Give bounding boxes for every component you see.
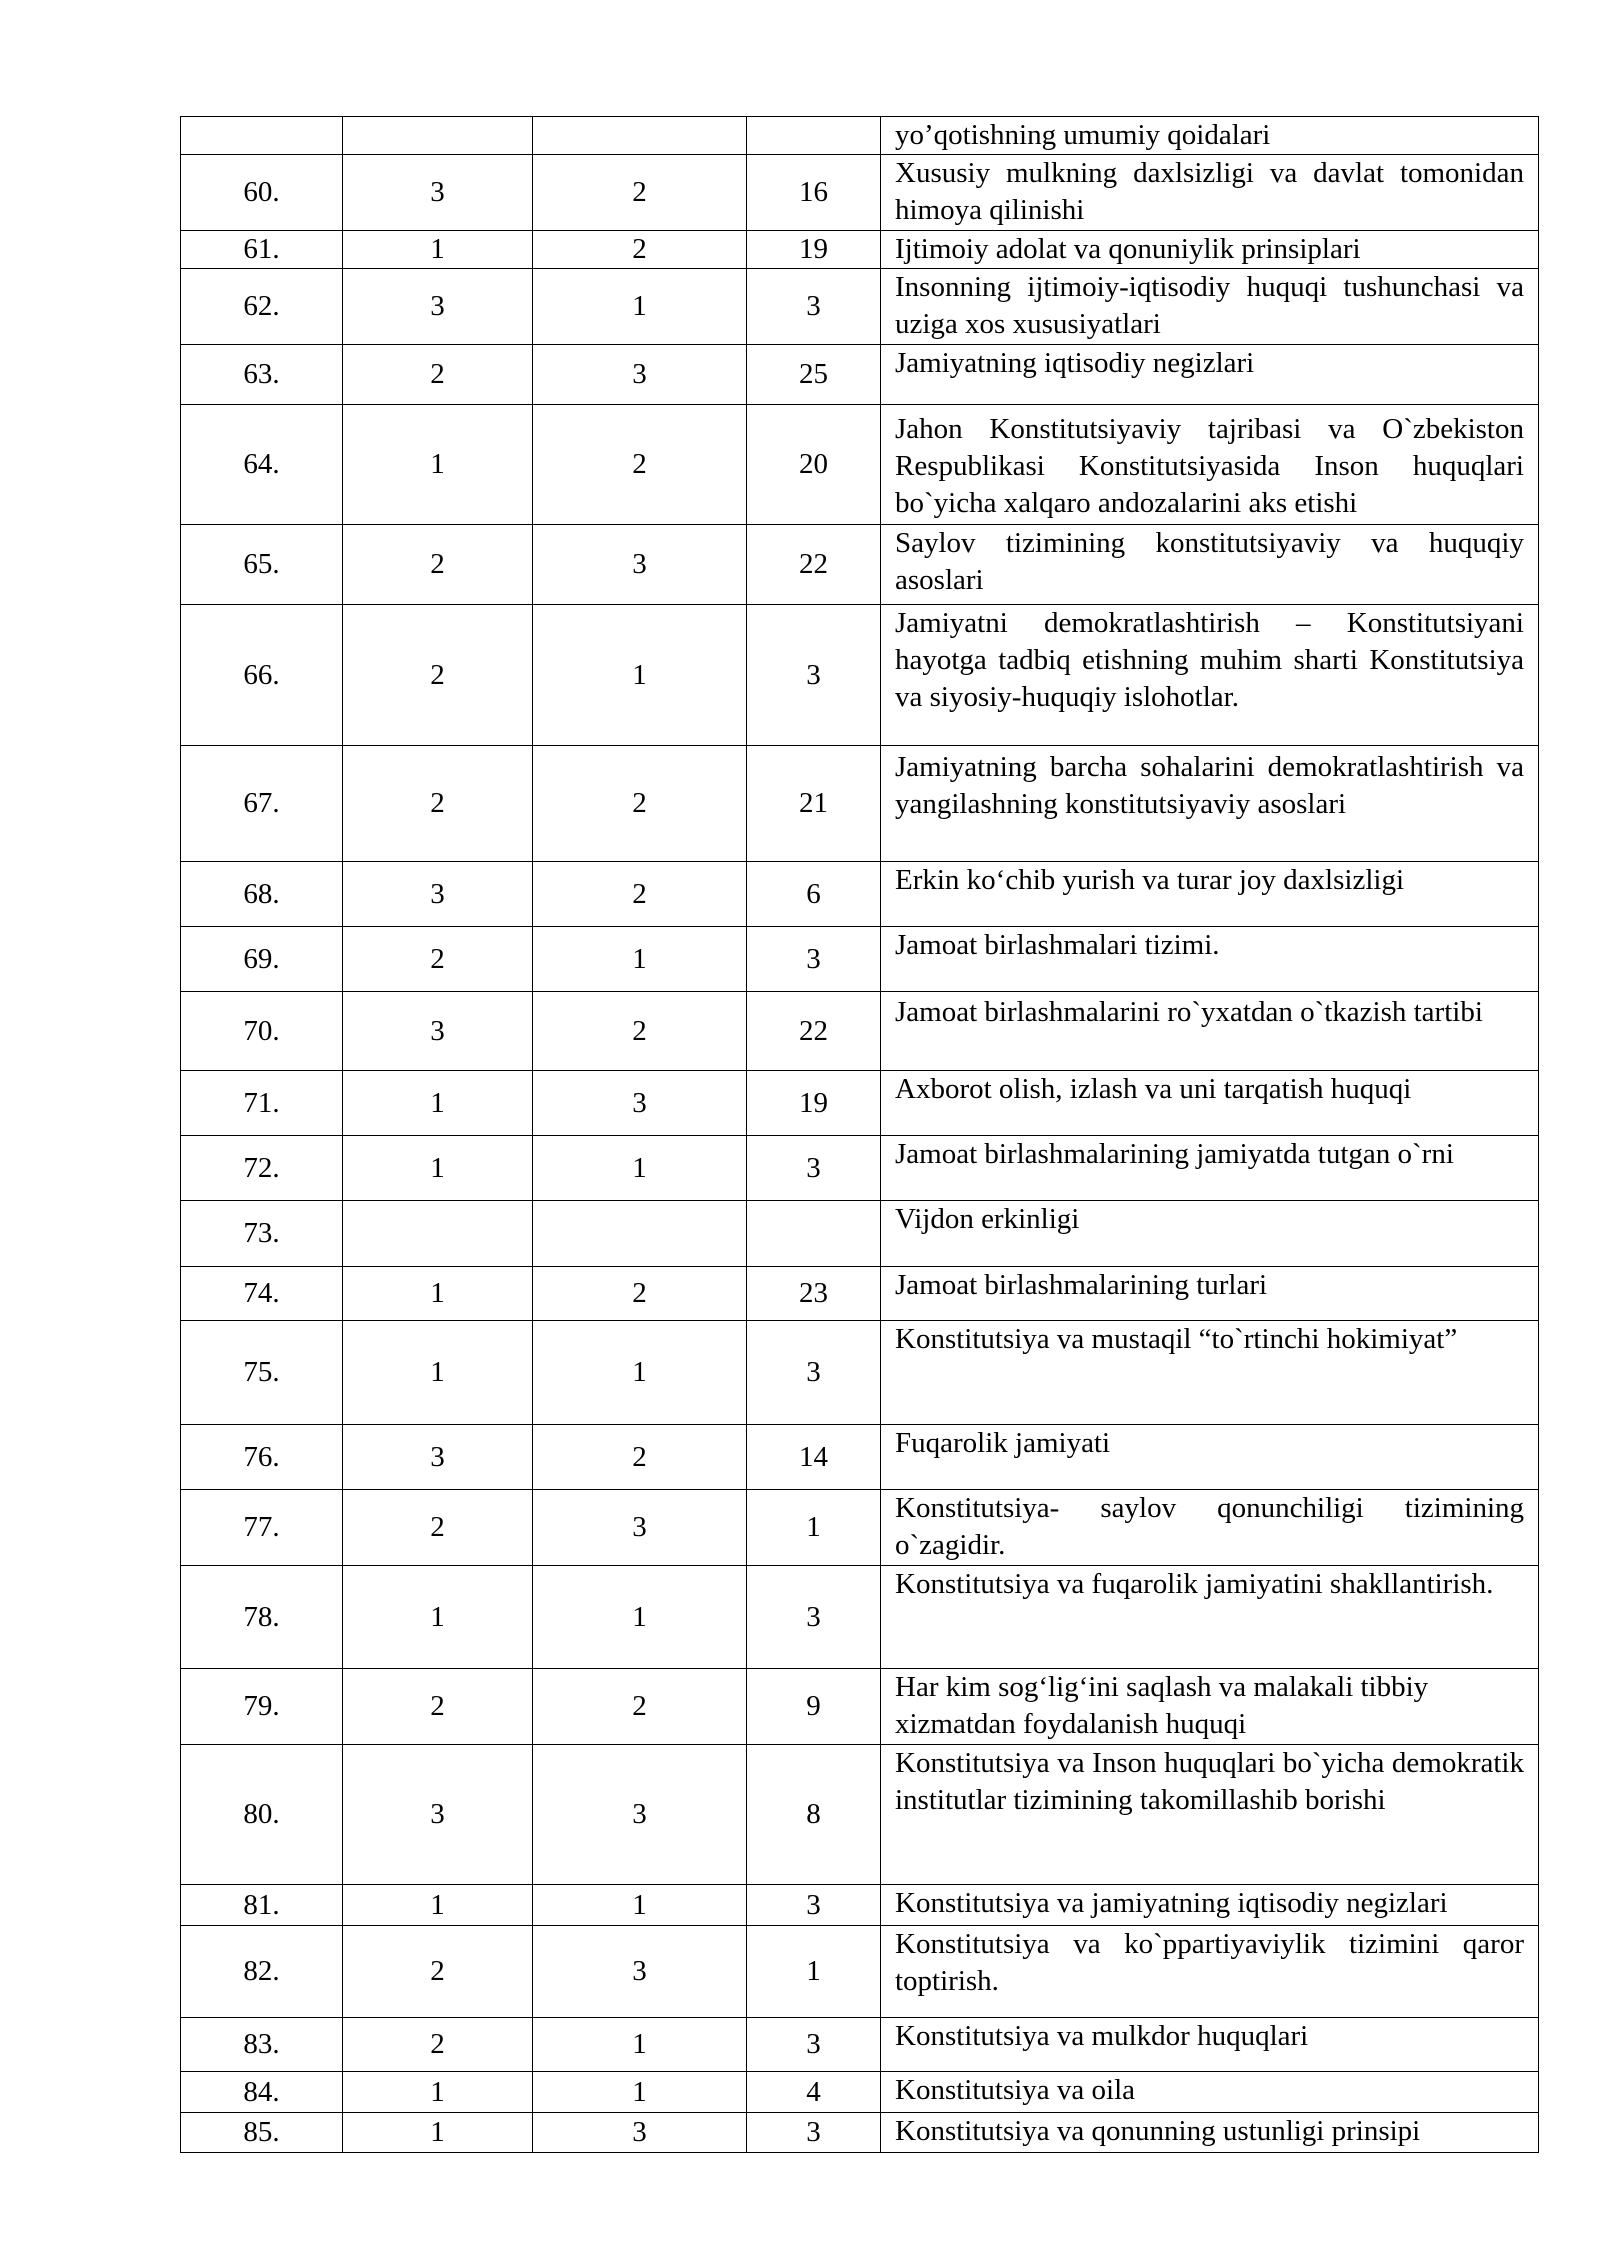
table-row: [181, 746, 1539, 862]
value-col-3: 22: [747, 992, 881, 1071]
topic-text: Konstitutsiya va oila: [895, 2074, 1136, 2106]
topic-cell: [881, 1267, 1539, 1321]
value-col-3: 1: [747, 1490, 881, 1566]
row-number: 62.: [181, 269, 343, 345]
value-col-2: 2: [533, 862, 747, 927]
value-col-3: 3: [747, 1321, 881, 1425]
topic-text: Axborot olish, izlash va uni tarqatish huquqi: [895, 1073, 1412, 1105]
topic-cell: [881, 862, 1539, 927]
value-col-3: [747, 117, 881, 155]
row-number: 67.: [181, 746, 343, 862]
topic-text: Xususiy mulkning daxlsizligi va davlat tomonidan himoya qilinishi: [895, 157, 1524, 226]
table-row: [181, 2018, 1539, 2072]
value-col-3: 9: [747, 1669, 881, 1745]
row-number: 80.: [181, 1745, 343, 1885]
topic-text: Konstitutsiya va qonunning ustunligi prinsipi: [895, 2115, 1421, 2147]
topic-cell: [881, 1201, 1539, 1267]
value-col-2: 1: [533, 2072, 747, 2113]
table-row: [181, 992, 1539, 1071]
topic-text: Konstitutsiya va ko`ppartiyaviylik tizimini qaror toptirish.: [895, 1928, 1524, 1997]
topic-cell: [881, 2072, 1539, 2113]
topic-cell: [881, 269, 1539, 345]
value-col-2: 3: [533, 345, 747, 405]
table-row: [181, 862, 1539, 927]
value-col-3: 3: [747, 1136, 881, 1201]
topic-cell: [881, 1885, 1539, 1926]
topic-cell: [881, 605, 1539, 746]
value-col-2: 3: [533, 1745, 747, 1885]
table-row: [181, 1201, 1539, 1267]
value-col-3: 16: [747, 155, 881, 231]
value-col-2: [533, 117, 747, 155]
row-number: 72.: [181, 1136, 343, 1201]
value-col-2: 3: [533, 1071, 747, 1136]
value-col-3: 19: [747, 1071, 881, 1136]
value-col-3: 20: [747, 405, 881, 525]
topic-cell: [881, 1745, 1539, 1885]
topic-cell: [881, 1425, 1539, 1490]
table-body: [181, 117, 1539, 2153]
topic-text: Konstitutsiya va fuqarolik jamiyatini shakllantirish.: [895, 1568, 1494, 1600]
table-row: [181, 1566, 1539, 1669]
value-col-1: 3: [343, 1745, 533, 1885]
value-col-1: 2: [343, 927, 533, 992]
value-col-3: 25: [747, 345, 881, 405]
topic-cell: [881, 992, 1539, 1071]
topic-cell: [881, 2113, 1539, 2153]
value-col-2: 2: [533, 992, 747, 1071]
table-row: [181, 2113, 1539, 2153]
topic-text: Jamiyatning iqtisodiy negizlari: [895, 347, 1255, 379]
value-col-3: 1: [747, 1926, 881, 2018]
value-col-3: 3: [747, 269, 881, 345]
row-number: 64.: [181, 405, 343, 525]
topic-text: Konstitutsiya va mustaqil “to`rtinchi hokimiyat”: [895, 1323, 1458, 1355]
value-col-2: 2: [533, 1267, 747, 1321]
value-col-3: 14: [747, 1425, 881, 1490]
row-number: 66.: [181, 605, 343, 746]
row-number: 83.: [181, 2018, 343, 2072]
value-col-3: 6: [747, 862, 881, 927]
value-col-1: 1: [343, 405, 533, 525]
value-col-3: 23: [747, 1267, 881, 1321]
topic-text: Vijdon erkinligi: [895, 1203, 1080, 1235]
table-row: [181, 1745, 1539, 1885]
row-number: 84.: [181, 2072, 343, 2113]
table-row: [181, 155, 1539, 231]
row-number: 82.: [181, 1926, 343, 2018]
topic-cell: [881, 927, 1539, 992]
value-col-1: 2: [343, 746, 533, 862]
row-number: 63.: [181, 345, 343, 405]
table-row: [181, 1321, 1539, 1425]
value-col-2: 3: [533, 2113, 747, 2153]
topic-text: Jahon Konstitutsiyaviy tajribasi va O`zbekiston Respublikasi Konstitutsiyasida Inson huquqlari bo`yicha xalqaro andozalarini aks etishi: [895, 413, 1524, 519]
value-col-2: 2: [533, 1425, 747, 1490]
row-number: 76.: [181, 1425, 343, 1490]
value-col-2: 2: [533, 405, 747, 525]
row-number: 68.: [181, 862, 343, 927]
topic-cell: [881, 525, 1539, 605]
topics-table: [180, 116, 1539, 2153]
value-col-3: 3: [747, 1885, 881, 1926]
topic-cell: [881, 231, 1539, 269]
table-row: [181, 1071, 1539, 1136]
value-col-1: 1: [343, 1566, 533, 1669]
value-col-2: 1: [533, 1321, 747, 1425]
table-row: [181, 117, 1539, 155]
table-row: [181, 1669, 1539, 1745]
row-number: 60.: [181, 155, 343, 231]
topic-text: yo’qotishning umumiy qoidalari: [895, 119, 1271, 151]
value-col-3: 3: [747, 1566, 881, 1669]
topic-cell: [881, 1136, 1539, 1201]
value-col-2: 1: [533, 1566, 747, 1669]
value-col-3: 3: [747, 2018, 881, 2072]
value-col-2: 1: [533, 1885, 747, 1926]
value-col-1: 1: [343, 1136, 533, 1201]
value-col-3: 4: [747, 2072, 881, 2113]
value-col-1: 1: [343, 1267, 533, 1321]
row-number: 78.: [181, 1566, 343, 1669]
table-row: [181, 345, 1539, 405]
value-col-1: 2: [343, 345, 533, 405]
value-col-2: 2: [533, 155, 747, 231]
topic-text: Jamiyatning barcha sohalarini demokratlashtirish va yangilashning konstitutsiyaviy asoslari: [895, 751, 1524, 820]
value-col-2: 2: [533, 231, 747, 269]
topic-text: Jamoat birlashmalari tizimi.: [895, 929, 1220, 961]
topic-text: Erkin ko‘chib yurish va turar joy daxlsizligi: [895, 864, 1405, 896]
table-row: [181, 1136, 1539, 1201]
value-col-1: 2: [343, 2018, 533, 2072]
table-row: [181, 1490, 1539, 1566]
topic-text: Ijtimoiy adolat va qonuniylik prinsiplari: [895, 233, 1361, 265]
value-col-1: 3: [343, 862, 533, 927]
row-number: 69.: [181, 927, 343, 992]
table-row: [181, 1885, 1539, 1926]
table-row: [181, 2072, 1539, 2113]
value-col-3: 22: [747, 525, 881, 605]
value-col-3: [747, 1201, 881, 1267]
topic-cell: [881, 1926, 1539, 2018]
topic-text: Konstitutsiya- saylov qonunchiligi tizimining o`zagidir.: [895, 1492, 1524, 1561]
value-col-1: 1: [343, 1321, 533, 1425]
value-col-3: 3: [747, 2113, 881, 2153]
topic-cell: [881, 155, 1539, 231]
value-col-1: 1: [343, 2113, 533, 2153]
row-number: 74.: [181, 1267, 343, 1321]
value-col-3: 8: [747, 1745, 881, 1885]
table-row: [181, 1267, 1539, 1321]
row-number: 73.: [181, 1201, 343, 1267]
value-col-2: 2: [533, 1669, 747, 1745]
row-number: 61.: [181, 231, 343, 269]
row-number: 77.: [181, 1490, 343, 1566]
row-number: 65.: [181, 525, 343, 605]
value-col-1: 1: [343, 1071, 533, 1136]
row-number: 85.: [181, 2113, 343, 2153]
value-col-3: 21: [747, 746, 881, 862]
value-col-2: 1: [533, 605, 747, 746]
topic-cell: [881, 405, 1539, 525]
row-number: 71.: [181, 1071, 343, 1136]
topic-cell: [881, 1071, 1539, 1136]
topic-cell: [881, 1321, 1539, 1425]
value-col-2: 3: [533, 1490, 747, 1566]
topic-cell: [881, 345, 1539, 405]
topic-cell: [881, 117, 1539, 155]
table-row: [181, 231, 1539, 269]
topic-text: Konstitutsiya va Inson huquqlari bo`yicha demokratik institutlar tizimining takomillashib borishi: [895, 1747, 1524, 1816]
table-row: [181, 405, 1539, 525]
row-number: 70.: [181, 992, 343, 1071]
value-col-2: 1: [533, 2018, 747, 2072]
value-col-1: 1: [343, 2072, 533, 2113]
value-col-1: 3: [343, 992, 533, 1071]
topic-text: Konstitutsiya va jamiyatning iqtisodiy negizlari: [895, 1887, 1448, 1919]
value-col-1: [343, 1201, 533, 1267]
row-number: 79.: [181, 1669, 343, 1745]
topic-text: Jamoat birlashmalarini ro`yxatdan o`tkazish tartibi: [895, 996, 1483, 1028]
table-row: [181, 1425, 1539, 1490]
value-col-3: 3: [747, 605, 881, 746]
topic-text: Insonning ijtimoiy-iqtisodiy huquqi tushunchasi va uziga xos xususiyatlari: [895, 271, 1524, 340]
value-col-1: 3: [343, 155, 533, 231]
value-col-2: 2: [533, 746, 747, 862]
value-col-1: [343, 117, 533, 155]
value-col-1: 1: [343, 1885, 533, 1926]
topic-text: Saylov tizimining konstitutsiyaviy va huquqiy asoslari: [895, 527, 1524, 596]
table-row: [181, 927, 1539, 992]
topic-cell: [881, 746, 1539, 862]
value-col-1: 2: [343, 605, 533, 746]
value-col-2: 1: [533, 927, 747, 992]
value-col-2: 1: [533, 269, 747, 345]
value-col-1: 2: [343, 1669, 533, 1745]
row-number: 81.: [181, 1885, 343, 1926]
value-col-3: 3: [747, 927, 881, 992]
value-col-1: 2: [343, 525, 533, 605]
value-col-2: 3: [533, 1926, 747, 2018]
topic-cell: [881, 1566, 1539, 1669]
value-col-1: 1: [343, 231, 533, 269]
topic-cell: [881, 1669, 1539, 1745]
value-col-3: 19: [747, 231, 881, 269]
value-col-2: 1: [533, 1136, 747, 1201]
topic-text: Konstitutsiya va mulkdor huquqlari: [895, 2020, 1309, 2052]
topic-cell: [881, 2018, 1539, 2072]
value-col-1: 3: [343, 269, 533, 345]
value-col-1: 2: [343, 1926, 533, 2018]
topic-text: Har kim sog‘lig‘ini saqlash va malakali tibbiy xizmatdan foydalanish huquqi: [895, 1671, 1429, 1740]
table-row: [181, 605, 1539, 746]
value-col-2: 3: [533, 525, 747, 605]
table-row: [181, 525, 1539, 605]
topic-text: Jamoat birlashmalarining jamiyatda tutgan o`rni: [895, 1138, 1454, 1170]
table-row: [181, 1926, 1539, 2018]
topic-text: Fuqarolik jamiyati: [895, 1427, 1111, 1459]
table-row: [181, 269, 1539, 345]
topic-cell: [881, 1490, 1539, 1566]
value-col-1: 3: [343, 1425, 533, 1490]
topic-text: Jamiyatni demokratlashtirish – Konstitutsiyani hayotga tadbiq etishning muhim sharti Konstitutsiya va siyosiy-huquqiy islohotlar.: [895, 607, 1524, 713]
row-number: [181, 117, 343, 155]
value-col-2: [533, 1201, 747, 1267]
value-col-1: 2: [343, 1490, 533, 1566]
topic-text: Jamoat birlashmalarining turlari: [895, 1269, 1268, 1301]
row-number: 75.: [181, 1321, 343, 1425]
